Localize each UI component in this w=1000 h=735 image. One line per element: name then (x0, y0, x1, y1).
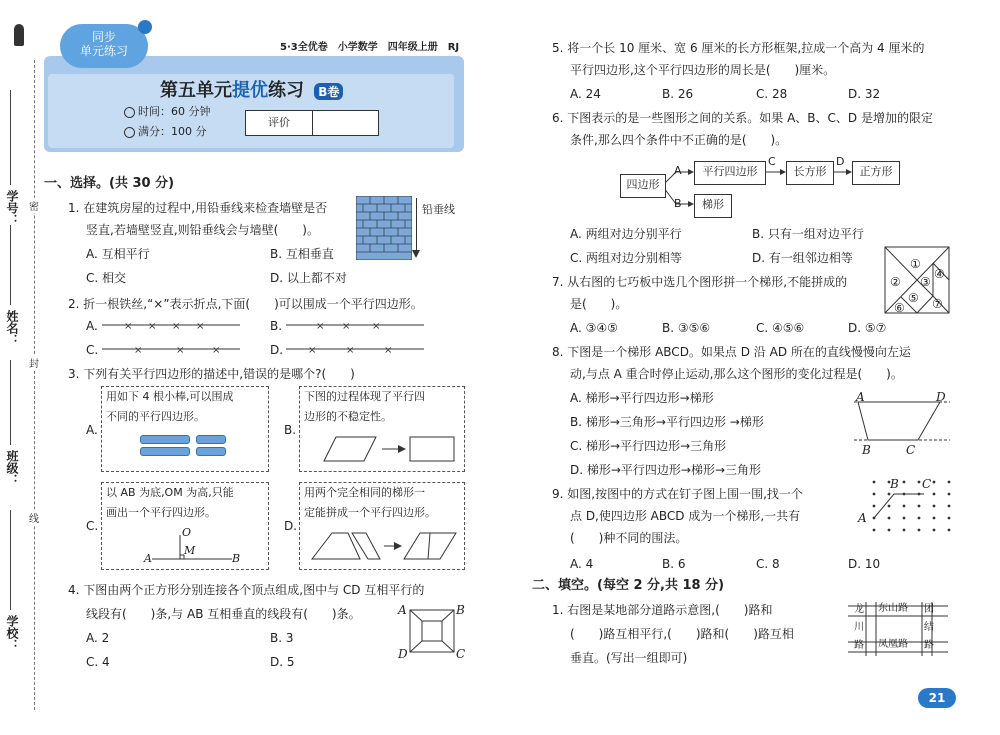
evaluation-box (245, 110, 379, 136)
q2-wire-b (286, 318, 426, 332)
q8-line1: 8. 下图是一个梯形 ABCD。如果点 D 沿 AD 所在的直线慢慢向左运 (552, 345, 911, 359)
peg-dot (873, 505, 876, 508)
q9-option-d[interactable]: D. 10 (848, 557, 881, 571)
s2-q1-line3: 垂直。(写出一组即可) (570, 651, 688, 665)
page-number: 21 (918, 688, 956, 708)
q3-option-d-box (299, 482, 465, 570)
q1-option-a[interactable]: A. 互相平行 (86, 247, 150, 261)
q8-option-d[interactable]: D. 梯形→平行四边形→梯形→三角形 (570, 463, 762, 477)
q9-line1: 9. 如图,按图中的方式在钉子图上围一围,找一个 (552, 487, 803, 501)
q5-option-c[interactable]: C. 28 (756, 87, 788, 101)
q3-c-point-o: O (182, 526, 192, 539)
rocket-icon (14, 24, 24, 46)
score-label: 满分：100 分 (138, 125, 207, 138)
q3-a-text2: 不同的平行四边形。 (106, 410, 205, 423)
peg-dot (948, 481, 951, 484)
stick-long-1 (140, 435, 190, 444)
peg-dot (903, 517, 906, 520)
s2-q1-line2: ( )路互相平行,( )路和( )路互相 (570, 627, 794, 641)
q3-option-a-box (101, 386, 269, 472)
binding-line (34, 60, 35, 710)
q2-wire-c (102, 342, 242, 356)
school-label: 学校： (5, 615, 19, 651)
tangram-piece-2: ② (890, 275, 901, 289)
q3-option-b-box (299, 386, 465, 472)
peg-dot (873, 481, 876, 484)
q5-option-d[interactable]: D. 32 (848, 87, 881, 101)
title-tag: B卷 (314, 83, 343, 100)
q5-option-a[interactable]: A. 24 (570, 87, 601, 101)
q6-option-b[interactable]: B. 只有一组对边平行 (752, 227, 864, 241)
svg-text:×: × (384, 345, 393, 356)
name-line (10, 225, 11, 305)
road-longchuan-1: 龙 (854, 604, 864, 615)
q4-option-b[interactable]: B. 3 (270, 631, 294, 645)
q3-label-a[interactable]: A. (86, 423, 98, 437)
q4-option-c[interactable]: C. 4 (86, 655, 110, 669)
q3-c-text1: 以 AB 为底,OM 为高,只能 (106, 486, 234, 499)
peg-dot (948, 529, 951, 532)
q9-pegboard-figure (862, 480, 952, 542)
time-label: 时间：60 分钟 (138, 105, 211, 118)
flow-box-rectangle: 长方形 (786, 161, 834, 185)
rocket-badge-icon (138, 20, 152, 34)
check-icon (124, 127, 135, 138)
q8-option-b[interactable]: B. 梯形→三角形→平行四边形 →梯形 (570, 415, 764, 429)
road-tuanjie-2: 结 (924, 622, 934, 633)
svg-text:×: × (346, 345, 355, 356)
q8-point-b: B (862, 443, 871, 457)
plumb-line (416, 198, 417, 250)
q6-option-c[interactable]: C. 两组对边分别相等 (570, 251, 683, 265)
stick-long-2 (140, 447, 190, 456)
q2-option-d[interactable]: D. (270, 343, 284, 357)
peg-dot (948, 493, 951, 496)
q4-point-a: A (398, 603, 407, 617)
q7-line1: 7. 从右图的七巧板中选几个图形拼一个梯形,不能拼成的 (552, 275, 848, 289)
tangram-piece-4: ④ (934, 267, 945, 281)
binding-margin (0, 0, 40, 735)
road-dongshan: 东山路 (878, 603, 908, 614)
svg-text:×: × (134, 345, 143, 356)
q7-option-a[interactable]: A. ③④⑤ (570, 321, 618, 335)
q9-option-b[interactable]: B. 6 (662, 557, 686, 571)
page-title (160, 76, 343, 102)
q3-b-text1: 下图的过程体现了平行四 (304, 390, 425, 403)
peg-dot (873, 529, 876, 532)
road-longchuan-3: 路 (854, 640, 864, 651)
q9-line2: 点 D,使四边形 ABCD 成为一个梯形,一共有 (570, 509, 801, 523)
tangram-piece-7: ⑦ (932, 297, 943, 311)
q3-line1: 3. 下列有关平行四边形的描述中,错误的是哪个?( ) (68, 367, 355, 381)
q3-d-text1: 用两个完全相同的梯形一 (304, 486, 425, 499)
title-part-a: 第五单元 (160, 80, 232, 101)
q9-option-a[interactable]: A. 4 (570, 557, 594, 571)
svg-text:×: × (372, 321, 381, 332)
q3-b-text2: 边形的不稳定性。 (304, 410, 392, 423)
q9-option-c[interactable]: C. 8 (756, 557, 780, 571)
q3-c-point-m: M (184, 544, 196, 557)
q6-line2: 条件,那么四个条件中不正确的是( )。 (570, 133, 788, 147)
tangram-piece-3: ③ (920, 275, 931, 289)
road-tuanjie-1: 团 (924, 604, 934, 615)
q4-point-b: B (456, 603, 465, 617)
class-label: 班级： (5, 450, 19, 486)
plumb-bob-icon (412, 250, 420, 258)
q1-line1: 1. 在建筑房屋的过程中,用铅垂线来检查墙壁是否 (68, 201, 328, 215)
stick-short-2 (196, 447, 226, 456)
q1-option-d[interactable]: D. 以上都不对 (270, 271, 347, 285)
plumb-line-label: 铅垂线 (422, 203, 455, 216)
q3-c-point-b: B (232, 552, 241, 565)
peg-dot (888, 517, 891, 520)
q3-d-figure (308, 529, 460, 563)
peg-dot (888, 493, 891, 496)
peg-dot (918, 529, 921, 532)
q3-c-text2: 画出一个平行四边形。 (106, 506, 216, 519)
q1-line2: 竖直,若墙壁竖直,则铅垂线会与墙壁( )。 (86, 223, 319, 237)
q3-label-d[interactable]: D. (284, 519, 298, 533)
q2-option-a[interactable]: A. (86, 319, 98, 333)
peg-dot (933, 505, 936, 508)
peg-dot (948, 505, 951, 508)
road-tuanjie-3: 路 (924, 640, 934, 651)
svg-text:×: × (316, 321, 325, 332)
q9-point-a: A (858, 511, 867, 525)
q4-square-figure (408, 608, 456, 654)
section2-title: 二、填空。(每空 2 分,共 18 分) (532, 578, 725, 593)
q2-option-b[interactable]: B. (270, 319, 283, 333)
q8-point-d: D (936, 390, 946, 404)
peg-dot (903, 481, 906, 484)
q7-option-d[interactable]: D. ⑤⑦ (848, 321, 887, 335)
svg-text:×: × (342, 321, 351, 332)
q6-option-a[interactable]: A. 两组对边分别平行 (570, 227, 682, 241)
q3-option-c-box (101, 482, 269, 570)
q8-option-a[interactable]: A. 梯形→平行四边形→梯形 (570, 391, 714, 405)
q4-point-c: C (456, 647, 466, 661)
flow-label-d: D (836, 155, 845, 168)
q3-a-text1: 用如下 4 根小棒,可以围成 (106, 390, 234, 403)
q3-d-text2: 定能拼成一个平行四边形。 (304, 506, 436, 519)
flow-label-b: B (674, 197, 682, 210)
tangram-piece-1: ① (910, 257, 921, 271)
title-part-b: 提优 (232, 80, 268, 101)
student-id-label: 学号： (5, 190, 19, 226)
peg-dot (918, 505, 921, 508)
flow-box-trapezoid: 梯形 (694, 194, 732, 218)
flow-label-c: C (768, 155, 776, 168)
tangram-piece-6: ⑥ (894, 301, 905, 315)
peg-dot (933, 493, 936, 496)
school-line (10, 510, 11, 610)
tangram-piece-5: ⑤ (908, 291, 919, 305)
q2-wire-d (286, 342, 426, 356)
peg-dot (918, 517, 921, 520)
q6-option-d[interactable]: D. 有一组邻边相等 (752, 251, 853, 265)
series-label: 5·3全优卷 小学数学 四年级上册 RJ (280, 42, 460, 53)
section1-title: 一、选择。(共 30 分) (44, 176, 175, 191)
q4-line1: 4. 下图由两个正方形分别连接各个顶点组成,图中与 CD 互相平行的 (68, 583, 425, 597)
peg-dot (933, 529, 936, 532)
name-label: 姓名： (5, 310, 19, 346)
q2-wire-a (102, 318, 242, 332)
q8-point-c: C (906, 443, 916, 457)
q9-line3: ( )种不同的围法。 (570, 531, 688, 545)
road-fenghuang: 凤凰路 (878, 639, 908, 650)
peg-dot (903, 505, 906, 508)
q7-option-c[interactable]: C. ④⑤⑥ (756, 321, 805, 335)
q8-line2: 动,与点 A 重合时停止运动,那么这个图形的变化过程是( )。 (570, 367, 903, 381)
q4-option-a[interactable]: A. 2 (86, 631, 110, 645)
class-line (10, 360, 11, 445)
q1-option-b[interactable]: B. 互相垂直 (270, 247, 334, 261)
peg-dot (933, 481, 936, 484)
q4-line2: 线段有( )条,与 AB 互相垂直的线段有( )条。 (86, 607, 361, 621)
seal-xian: 线 (29, 510, 39, 525)
evaluation-label: 评价 (246, 111, 313, 135)
q4-option-d[interactable]: D. 5 (270, 655, 295, 669)
flow-box-square: 正方形 (852, 161, 900, 185)
svg-text:×: × (308, 345, 317, 356)
q7-line2: 是( )。 (570, 297, 628, 311)
clock-icon (124, 107, 135, 118)
svg-text:×: × (196, 321, 205, 332)
q1-option-c[interactable]: C. 相交 (86, 271, 127, 285)
svg-text:×: × (148, 321, 157, 332)
q9-point-c: C (922, 477, 932, 491)
flow-box-quadrilateral: 四边形 (620, 174, 666, 198)
flow-label-a: A (674, 164, 682, 177)
q3-b-figure (314, 433, 458, 465)
q5-line2: 平行四边形,这个平行四边形的周长是( )厘米。 (570, 63, 836, 77)
svg-text:×: × (172, 321, 181, 332)
student-id-line (10, 90, 11, 185)
peg-dot (888, 529, 891, 532)
peg-dot (873, 493, 876, 496)
title-part-c: 练习 (268, 80, 304, 101)
q3-label-b[interactable]: B. (284, 423, 297, 437)
q5-option-b[interactable]: B. 26 (662, 87, 694, 101)
peg-dot (888, 505, 891, 508)
q5-line1: 5. 将一个长 10 厘米、宽 6 厘米的长方形框架,拉成一个高为 4 厘米的 (552, 41, 925, 55)
peg-dot (933, 517, 936, 520)
q7-option-b[interactable]: B. ③⑤⑥ (662, 321, 711, 335)
unit-badge: 同步 单元练习 (60, 24, 148, 68)
q9-point-b: B (890, 477, 899, 491)
svg-text:×: × (212, 345, 221, 356)
q8-point-a: A (856, 390, 865, 404)
seal-feng: 封 (29, 355, 39, 370)
q3-label-c[interactable]: C. (86, 519, 99, 533)
q3-c-point-a: A (144, 552, 152, 565)
seal-mi: 密 (29, 198, 39, 213)
peg-dot (948, 517, 951, 520)
road-longchuan-2: 川 (854, 622, 864, 633)
peg-dot (903, 529, 906, 532)
q2-line1: 2. 折一根铁丝,“×”表示折点,下面( )可以围成一个平行四边形。 (68, 297, 423, 311)
flow-box-parallelogram: 平行四边形 (694, 161, 766, 185)
svg-text:×: × (176, 345, 185, 356)
q4-point-d: D (398, 647, 408, 661)
q2-option-c[interactable]: C. (86, 343, 99, 357)
svg-text:×: × (124, 321, 133, 332)
stick-short-1 (196, 435, 226, 444)
q8-option-c[interactable]: C. 梯形→平行四边形→三角形 (570, 439, 727, 453)
q6-line1: 6. 下图表示的是一些图形之间的关系。如果 A、B、C、D 是增加的限定 (552, 111, 933, 125)
brick-wall-figure (356, 196, 412, 260)
s2-q1-line1: 1. 右图是某地部分道路示意图,( )路和 (552, 603, 773, 617)
peg-dot (918, 481, 921, 484)
